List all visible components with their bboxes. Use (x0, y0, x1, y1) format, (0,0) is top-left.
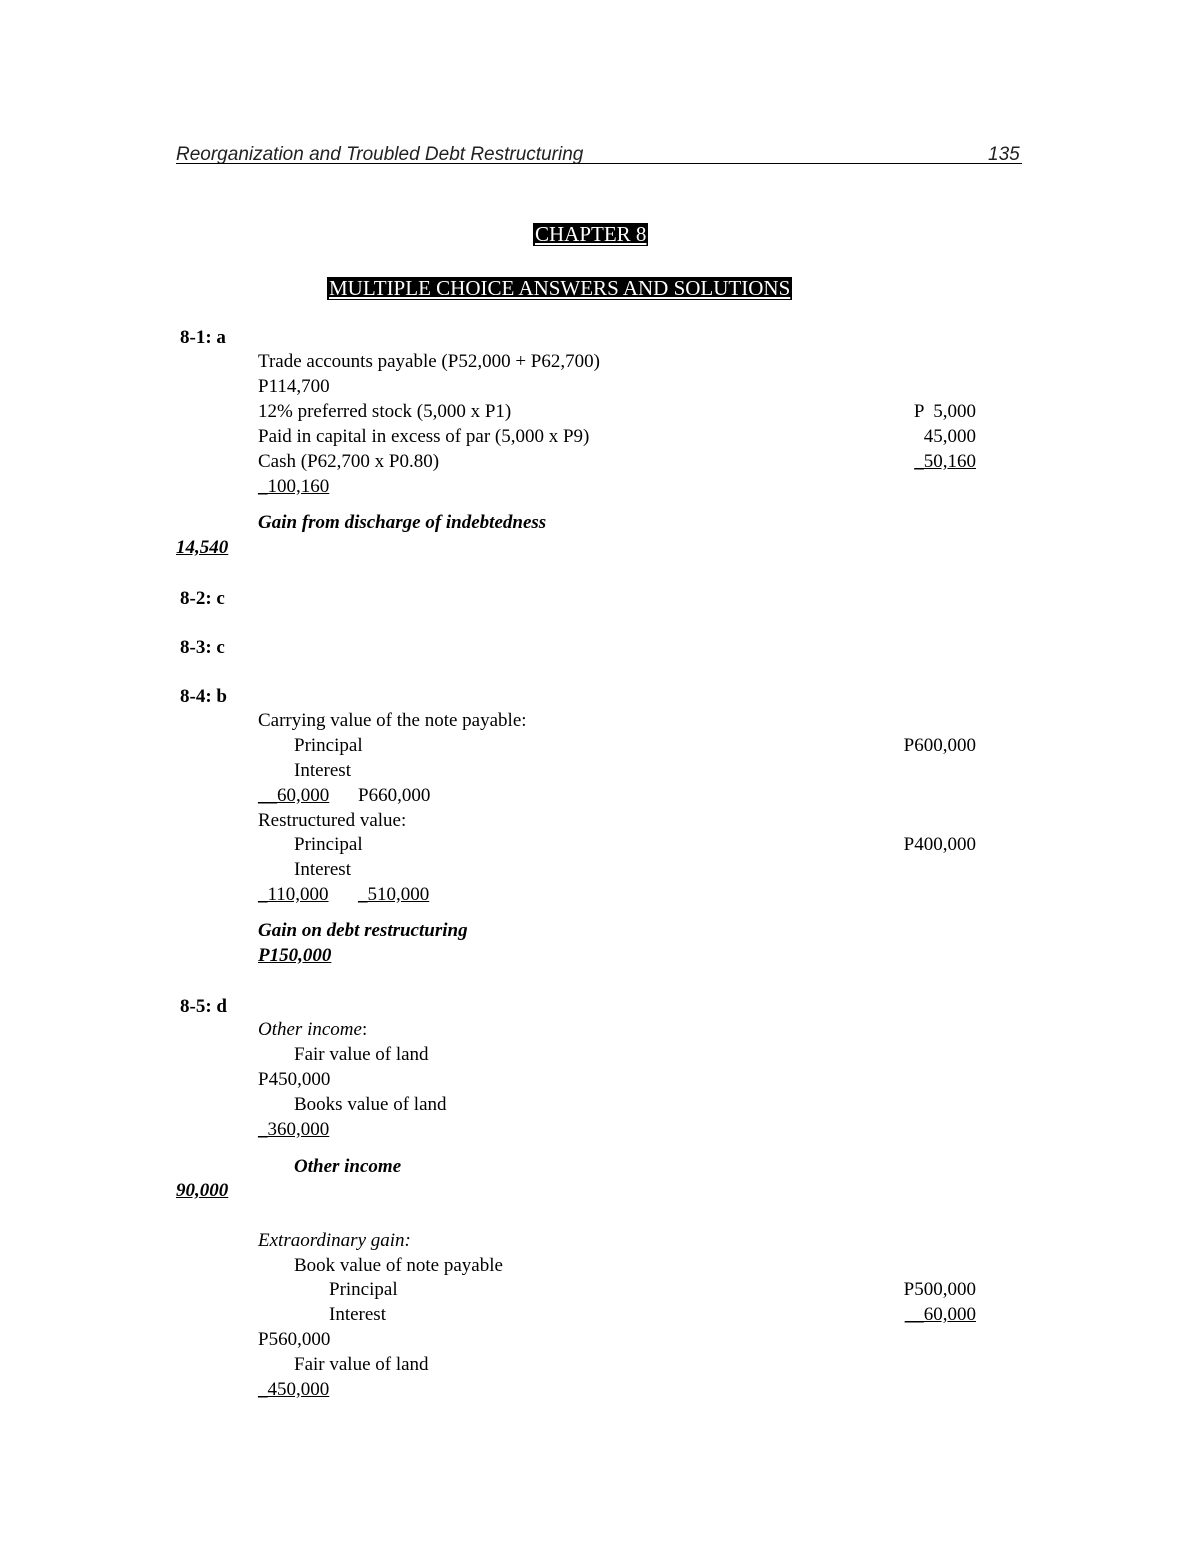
q5-other-income-total-label: Other income (294, 1156, 402, 1177)
chapter-title: CHAPTER 8 (535, 222, 647, 246)
q1-subtotal: _100,160 (258, 476, 330, 497)
q1-line-trade-payable: Trade accounts payable (P52,000 + P62,700) (258, 351, 600, 372)
q4-restructured-label: Restructured value: (258, 810, 407, 831)
page-number: 135 (988, 144, 1020, 165)
q1-gain-amount: 14,540 (176, 537, 229, 558)
question-8-2-label: 8-2: c (180, 588, 225, 609)
q5-fair-value-label-2: Fair value of land (294, 1354, 429, 1375)
q5-other-income-colon: : (361, 1019, 368, 1040)
q1-preferred-stock-amount: P 5,000 (913, 401, 976, 422)
q1-trade-payable-total: P114,700 (258, 376, 330, 397)
q1-paid-in-capital-amount: 45,000 (923, 426, 976, 447)
q5-interest-label: Interest (329, 1304, 386, 1325)
section-title: MULTIPLE CHOICE ANSWERS AND SOLUTIONS (329, 276, 791, 300)
header-rule (176, 163, 1022, 164)
q4-carrying-total: P660,000 (358, 785, 431, 806)
question-8-3-label: 8-3: c (180, 637, 225, 658)
q4-gain-label: Gain on debt restructuring (258, 920, 468, 941)
q4-restructured-principal-label: Principal (294, 834, 363, 855)
q5-fair-value-label: Fair value of land (294, 1044, 429, 1065)
q5-principal-amount: P500,000 (903, 1279, 976, 1300)
question-8-4-label: 8-4: b (180, 686, 227, 707)
q1-line-cash: Cash (P62,700 x P0.80) (258, 451, 440, 472)
q4-carrying-value-label: Carrying value of the note payable: (258, 710, 527, 731)
q5-note-book-value-label: Book value of note payable (294, 1255, 503, 1276)
q5-interest-amount: __60,000 (904, 1304, 976, 1325)
q5-other-income-total: 90,000 (176, 1180, 229, 1201)
q4-restructured-interest-label: Interest (294, 859, 351, 880)
running-header-title: Reorganization and Troubled Debt Restructuring (176, 144, 584, 165)
q5-other-income-label: Other income (258, 1019, 362, 1040)
q5-book-value-amount: _360,000 (258, 1119, 330, 1140)
q5-fair-value-amount-2: _450,000 (258, 1379, 330, 1400)
q4-interest-label: Interest (294, 760, 351, 781)
q5-note-total: P560,000 (258, 1329, 331, 1350)
q1-cash-amount: _50,160 (914, 451, 976, 472)
q4-principal-amount: P600,000 (903, 735, 976, 756)
q1-line-paid-in-capital: Paid in capital in excess of par (5,000 x P9) (258, 426, 590, 447)
q4-principal-label: Principal (294, 735, 363, 756)
q4-restructured-principal-amount: P400,000 (903, 834, 976, 855)
q5-fair-value-amount: P450,000 (258, 1069, 331, 1090)
q4-restructured-interest-amount: _110,000 (258, 884, 329, 905)
question-8-5-label: 8-5: d (180, 996, 227, 1017)
q5-other-income-heading (258, 1020, 367, 1039)
q4-gain-amount: P150,000 (258, 945, 332, 966)
q5-extraordinary-gain-label: Extraordinary gain: (258, 1230, 411, 1251)
q1-line-preferred-stock: 12% preferred stock (5,000 x P1) (258, 401, 512, 422)
question-8-1-label: 8-1: a (180, 327, 226, 348)
q1-gain-label: Gain from discharge of indebtedness (258, 512, 547, 533)
q4-restructured-total: _510,000 (358, 884, 430, 905)
q5-book-value-label: Books value of land (294, 1094, 447, 1115)
q5-principal-label: Principal (329, 1279, 398, 1300)
q4-interest-amount: __60,000 (258, 785, 330, 806)
